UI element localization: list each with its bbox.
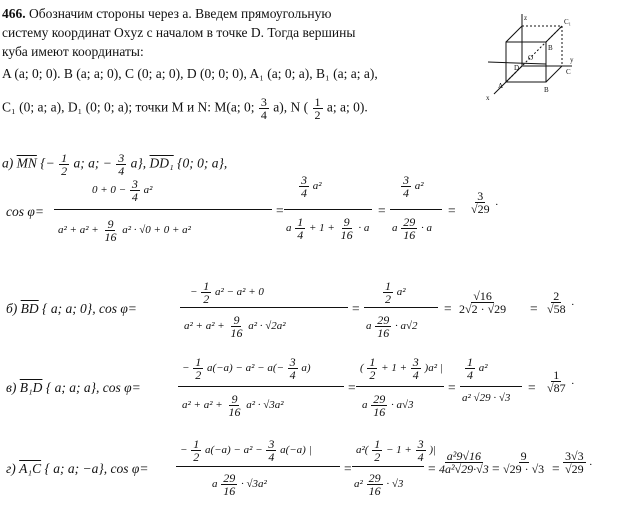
part-v-r-num: a² xyxy=(478,362,488,375)
part-b-eq2: = xyxy=(530,301,538,316)
part-v-final xyxy=(544,369,574,394)
vector-dd1: DD₁ xyxy=(149,155,174,171)
frac-den: 16 xyxy=(228,405,241,419)
part-g-eq1: = xyxy=(428,461,436,476)
frac-num: 3 xyxy=(131,177,138,191)
part-g-mid-den-b: · √3 xyxy=(386,478,404,491)
cube-diagram xyxy=(484,12,576,104)
part-b-mid-num xyxy=(382,280,406,305)
part-v-den xyxy=(182,393,284,418)
part-v-mid-den xyxy=(362,393,414,418)
frac-num: 3 xyxy=(403,173,409,187)
part-g-mid-num-b: − 1 + xyxy=(385,444,415,457)
part-a-den-tail: a² · √0 + 0 + a² xyxy=(122,224,191,237)
part-v-bar xyxy=(178,386,344,387)
problem-statement-line-1 xyxy=(2,6,331,22)
part-g-mid-num-c: )| xyxy=(429,444,437,457)
frac-num: 9 xyxy=(107,217,114,231)
part-a-mid-den-b: + 1 + xyxy=(309,222,338,235)
vector-mn: $\overline{MN}$ xyxy=(16,155,37,171)
frac-num: 1 xyxy=(297,215,304,229)
part-g-num-text: a(−a) − a² − xyxy=(204,444,266,457)
part-a-r-bar xyxy=(390,209,442,210)
part-a-r-num-text: a² xyxy=(414,180,424,193)
part-b-mid-num-text: a² xyxy=(396,286,406,299)
frac-num: 3 xyxy=(412,355,419,369)
part-b-r2 xyxy=(544,290,574,315)
frac-num: 3 xyxy=(118,151,125,165)
part-b-r1-num: √16 xyxy=(473,289,492,303)
frac-den: 2 xyxy=(195,368,202,382)
part-a-r-num xyxy=(400,174,424,199)
frac-den: 2 xyxy=(61,164,68,178)
frac-den: 4 xyxy=(131,190,138,204)
part-g-label: г) xyxy=(6,461,16,476)
part-v-minus: − xyxy=(182,362,190,375)
vector-dd1-coords: {0; 0; a}, xyxy=(177,155,228,171)
frac-num: 1 xyxy=(374,437,381,451)
cube-label-y: y xyxy=(570,56,574,64)
part-v-final-num: 1 xyxy=(553,368,560,382)
frac-den: 4 xyxy=(297,228,304,242)
frac-den: 4 xyxy=(403,186,409,200)
part-v-num xyxy=(182,356,311,381)
frac-num: 9 xyxy=(233,313,240,327)
part-v-mid-num-c: )a² | xyxy=(424,362,443,375)
vector-a1c-coords: { a; a; −a}, xyxy=(44,461,108,476)
part-b-eq1: = xyxy=(444,301,452,316)
part-v-eq1: = xyxy=(448,380,456,395)
frac-den: 16 xyxy=(340,228,353,242)
part-b-den xyxy=(184,314,286,339)
part-g-mid-bar xyxy=(352,466,424,467)
part-v-label: в) xyxy=(6,380,17,395)
frac-den: 4 xyxy=(301,186,307,200)
cube-label-c1: C₁ xyxy=(564,18,572,26)
vector-b1d: B₁D xyxy=(19,380,43,395)
frac-num: 1 xyxy=(385,279,391,293)
part-a-mid-den-a: a xyxy=(286,222,292,235)
frac-num: 29 xyxy=(368,471,381,485)
cube-label-x: x xyxy=(486,94,490,102)
part-g-num xyxy=(180,438,312,463)
part-g-mid-num xyxy=(356,438,436,463)
part-g-r3-den: √29 xyxy=(565,462,584,476)
part-v-den-b: a² · √3a² xyxy=(246,399,284,412)
frac-num: 3 xyxy=(268,437,275,451)
part-v-eq2: = xyxy=(528,380,536,395)
part-v-mid-bar xyxy=(356,386,444,387)
part-a-r-den xyxy=(392,216,432,241)
part-b-mid-den xyxy=(366,314,418,339)
vector-mn-coords-open: {− xyxy=(40,155,55,171)
part-b-eq0: = xyxy=(352,301,360,316)
part-a-r-den-b: · a xyxy=(421,222,432,235)
problem-number: 466. xyxy=(2,6,26,21)
part-b-num-text: a² − a² + 0 xyxy=(214,286,264,299)
vector-mn-coords-close: a}, xyxy=(130,155,147,171)
frac-num: 29 xyxy=(373,392,386,406)
frac-den: 4 xyxy=(417,450,424,464)
part-v-mid-num xyxy=(360,356,443,381)
part-a-r-den-a: a xyxy=(392,222,398,235)
part-b-r1-den: 2√2 · √29 xyxy=(459,302,507,316)
part-b-r1 xyxy=(456,290,509,315)
part-a-final xyxy=(468,190,498,215)
part-v-mid-num-a: ( xyxy=(360,362,364,375)
frac-num: 29 xyxy=(377,313,390,327)
part-v-r xyxy=(464,356,488,381)
part-a-fraction-bar xyxy=(54,209,272,210)
vector-b1d-coords: { a; a; a}, xyxy=(45,380,100,395)
part-a-mid-den-c: · a xyxy=(358,222,370,235)
part-g-r3 xyxy=(562,450,592,475)
part-b-minus: − xyxy=(190,286,198,299)
frac-den: 4 xyxy=(289,368,296,382)
coordinates-line-2 xyxy=(2,96,368,121)
frac-num: 3 xyxy=(289,355,296,369)
part-a-eq1: = xyxy=(276,203,284,218)
frac-num: 1 xyxy=(203,279,210,293)
part-v-lead xyxy=(6,380,141,396)
problem-text-2: систему координат Oxyz с началом в точке D. Тогда вершины xyxy=(2,25,356,40)
frac-den: 4 xyxy=(118,164,125,178)
part-g-mid-num-a: a²( xyxy=(356,444,369,457)
part-b-cos: cos φ= xyxy=(98,301,137,316)
coords-n-tail: a; a; 0). xyxy=(326,99,368,115)
part-g-eq2: = xyxy=(492,461,500,476)
part-v-eq0: = xyxy=(348,380,356,395)
frac-num: 29 xyxy=(403,215,416,229)
problem-text-1: Обозначим стороны через а. Введем прямоугольную xyxy=(29,6,332,21)
frac-den: 16 xyxy=(403,228,416,242)
frac-num: 3 xyxy=(301,173,307,187)
part-v-mid-den-tail: · a√3 xyxy=(391,399,414,412)
cube-label-z: z xyxy=(524,14,528,22)
part-g-cos: cos φ= xyxy=(110,461,149,476)
frac-num: 9 xyxy=(343,215,350,229)
cube-label-a: A xyxy=(498,82,504,90)
cube-label-b1: B xyxy=(548,44,553,52)
part-g-den-b: · √3a² xyxy=(241,478,267,491)
frac-num: 1 xyxy=(467,355,473,369)
frac-den: 16 xyxy=(377,326,390,340)
part-g-r1 xyxy=(436,450,492,475)
part-g-r1-den: 4a²√29·√3 xyxy=(439,462,489,476)
cube-label-d: D xyxy=(514,64,520,72)
part-a-mid-bar xyxy=(284,209,372,210)
part-g-eq3: = xyxy=(552,461,560,476)
frac-num: 3 xyxy=(417,437,424,451)
fraction-3-4: $\frac{3}{4}$ xyxy=(260,95,267,122)
part-v-cos: cos φ= xyxy=(102,380,141,395)
frac-den: 16 xyxy=(104,230,117,244)
part-g-den xyxy=(212,472,267,497)
part-b-den-a: a² + a² + xyxy=(184,320,228,333)
part-b-num xyxy=(190,280,264,305)
frac-num: 1 xyxy=(193,437,200,451)
part-g-num-tail: a(−a) | xyxy=(280,444,312,457)
part-g-r2 xyxy=(500,450,547,475)
coords-m-tail: a), N ( xyxy=(273,99,309,115)
part-v-r-den: a² √29 · √3 xyxy=(462,392,511,404)
coordinates-line-1: A (a; 0; 0). B (a; a; 0), C (0; a; 0), D (0; 0; 0), A₁ (a; 0; a), B₁ (a; a; a), xyxy=(2,66,378,81)
part-a-final-num: 3 xyxy=(477,189,484,203)
part-g-mid-den-a: a² xyxy=(354,478,363,491)
vector-mn-coords-mid: a; a; − xyxy=(73,155,112,171)
cube-label-b: B xyxy=(544,86,549,94)
part-b-r2-den: √58 xyxy=(547,302,566,316)
part-a-numerator xyxy=(92,178,152,203)
part-a-eq3: = xyxy=(448,203,456,218)
frac-num: 1 xyxy=(61,151,68,165)
part-a-mid-num-text: a² xyxy=(312,180,322,193)
frac-den: 2 xyxy=(374,450,381,464)
part-v-num-tail: a) xyxy=(301,362,311,375)
part-b-mid-den-tail: · a√2 xyxy=(395,320,418,333)
frac-num: 29 xyxy=(223,471,236,485)
part-a-cos: cos φ= xyxy=(6,204,44,219)
part-b-bar xyxy=(180,307,348,308)
part-b-lead xyxy=(6,301,137,317)
part-g-bar xyxy=(176,466,340,467)
part-g-mid-den xyxy=(354,472,403,497)
frac-num: 1 xyxy=(195,355,202,369)
cube-label-o: O xyxy=(528,54,534,62)
part-a-num-tail: a² xyxy=(143,184,153,197)
part-g-r3-punct: . xyxy=(589,456,593,469)
part-a-final-punct: . xyxy=(495,196,499,209)
part-v-den-a: a² + a² + xyxy=(182,399,226,412)
part-a-den-text: a² + a² + xyxy=(58,224,102,237)
part-v-mid-den-a: a xyxy=(362,399,368,412)
part-v-r-bar xyxy=(460,386,522,387)
part-b-r2-num: 2 xyxy=(553,289,560,303)
part-b-den-b: a² · √2a² xyxy=(248,320,286,333)
part-b-label: б) xyxy=(6,301,18,316)
part-a-vectors xyxy=(2,152,227,177)
part-v-mid-num-b: + 1 + xyxy=(381,362,410,375)
part-a-mid-den xyxy=(286,216,369,241)
vector-bd-coords: { a; a; 0}, xyxy=(42,301,96,316)
frac-den: 16 xyxy=(368,484,381,498)
part-g-minus: − xyxy=(180,444,188,457)
frac-den: 16 xyxy=(223,484,236,498)
frac-den: 2 xyxy=(193,450,200,464)
frac-num: 1 xyxy=(369,355,376,369)
frac-den: 4 xyxy=(412,368,419,382)
part-b-r2-punct: . xyxy=(571,296,575,309)
part-g-r2-den: √29 · √3 xyxy=(503,462,545,476)
part-v-final-den: √87 xyxy=(547,381,566,395)
part-g-r2-num: 9 xyxy=(520,449,527,463)
part-g-lead xyxy=(6,461,148,477)
vector-bd: $\overline{BD}$ xyxy=(20,301,39,316)
part-b-mid-den-a: a xyxy=(366,320,372,333)
part-g-r1-num: a²9√16 xyxy=(446,449,481,463)
coords-c1-d1: C₁ (0; a; a), D₁ (0; 0; a); точки M и N: M(a; 0; xyxy=(2,99,255,115)
part-g-den-a: a xyxy=(212,478,218,491)
part-v-final-punct: . xyxy=(571,375,575,388)
part-g-r3-num: 3√3 xyxy=(565,449,584,463)
problem-text-3: куба имеют координаты: xyxy=(2,44,144,59)
frac-den: 4 xyxy=(268,450,275,464)
frac-den: 16 xyxy=(373,405,386,419)
part-a-num-text: 0 + 0 − xyxy=(92,184,129,197)
part-a-mid-num xyxy=(298,174,322,199)
part-a-final-den: √29 xyxy=(471,202,490,216)
frac-den: 16 xyxy=(230,326,243,340)
part-a-label: а) xyxy=(2,155,14,171)
cube-label-c: C xyxy=(566,68,571,76)
part-a-eq2: = xyxy=(378,203,386,218)
frac-den: 2 xyxy=(369,368,376,382)
frac-den: 4 xyxy=(467,368,473,382)
part-a-denominator xyxy=(58,218,191,243)
part-v-num-text: a(−a) − a² − a(− xyxy=(206,362,284,375)
fraction-1-2: $\frac{1}{2}$ xyxy=(314,95,321,122)
frac-num: 9 xyxy=(231,392,238,406)
vector-a1c: A₁C xyxy=(19,461,42,476)
frac-den: 2 xyxy=(385,292,391,306)
part-b-mid-bar xyxy=(364,307,438,308)
frac-den: 2 xyxy=(203,292,210,306)
part-g-eq0: = xyxy=(344,461,352,476)
